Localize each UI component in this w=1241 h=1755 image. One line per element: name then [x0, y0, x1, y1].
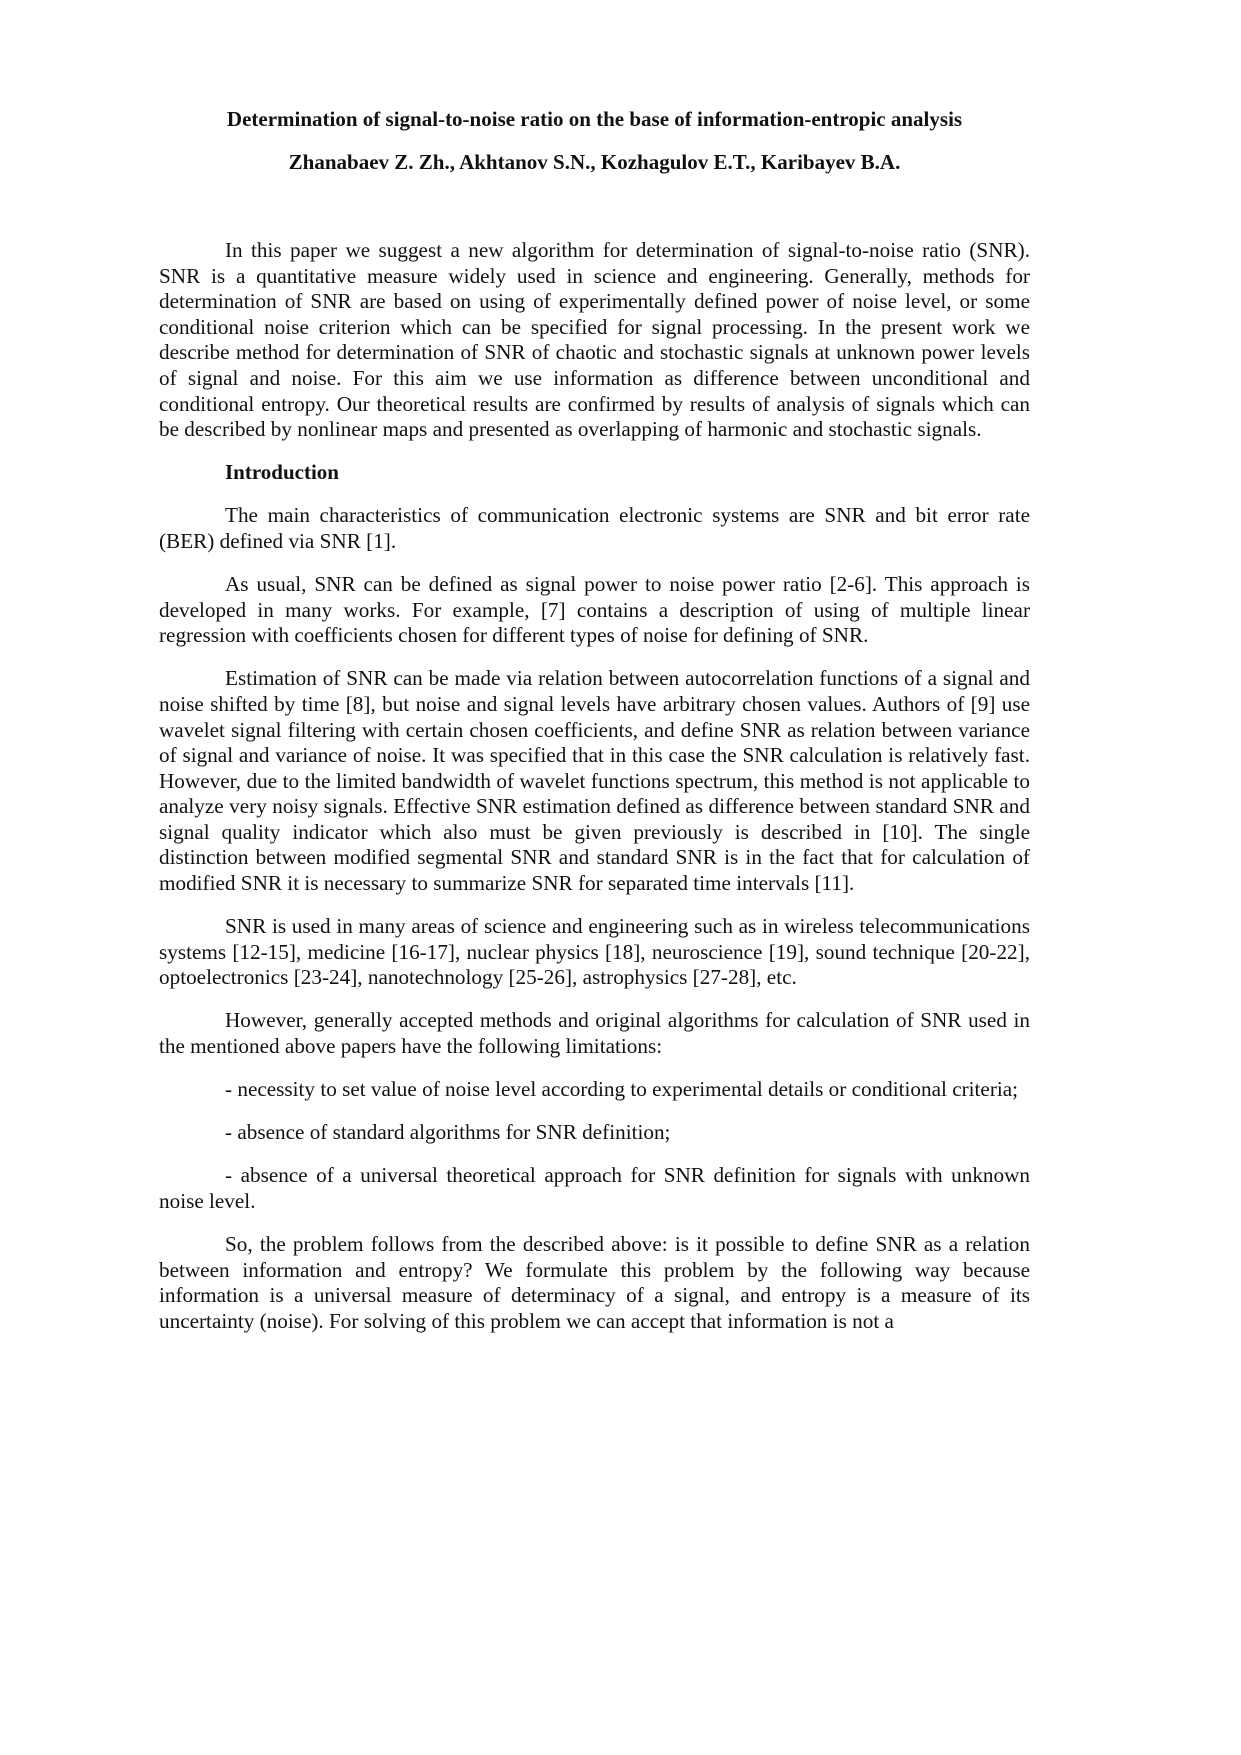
body-paragraph: However, generally accepted methods and original algorithms for calculation of SNR used in the mentioned above papers have the following limitations: — [159, 1008, 1030, 1059]
body-paragraph: As usual, SNR can be defined as signal power to noise power ratio [2-6]. This approach is developed in many works. For example, [7] contains a description of using of multiple linear regression with coefficients chosen for different types of noise for defining of SNR. — [159, 572, 1030, 648]
body-paragraph: So, the problem follows from the described above: is it possible to define SNR as a relation between information and entropy? We formulate this problem by the following way because information is a universal measure of determinacy of a signal, and entropy is a measure of its uncertainty (noise). For solving of this problem we can accept that information is not a — [159, 1232, 1030, 1333]
body-paragraph: SNR is used in many areas of science and engineering such as in wireless telecommunications systems [12-15], medicine [16-17], nuclear physics [18], neuroscience [19], sound technique [20-22], optoelectronics [23-24], nanotechnology [25-26], astrophysics [27-28], etc. — [159, 914, 1030, 990]
paper-authors: Zhanabaev Z. Zh., Akhtanov S.N., Kozhagulov E.T., Karibayev B.A. — [288, 150, 901, 174]
limitation-list-item: - absence of a universal theoretical approach for SNR definition for signals with unknown noise level. — [159, 1163, 1030, 1213]
paper-body — [159, 238, 1030, 1352]
paper-title: Determination of signal-to-noise ratio on the base of information-entropic analysis — [226, 107, 963, 131]
limitation-list-item: - necessity to set value of noise level according to experimental details or conditional criteria; — [225, 1077, 1019, 1102]
section-heading-introduction: Introduction — [225, 460, 339, 485]
limitation-list-item: - absence of standard algorithms for SNR definition; — [225, 1120, 671, 1145]
body-paragraph: Estimation of SNR can be made via relation between autocorrelation functions of a signal and noise shifted by time [8], but noise and signal levels have arbitrary chosen values. Authors of [9] use wavelet signal filtering with certain chosen coefficients, and define SNR as relation between variance of signal and variance of noise. It was specified that in this case the SNR calculation is relatively fast. However, due to the limited bandwidth of wavelet functions spectrum, this method is not applicable to analyze very noisy signals. Effective SNR estimation defined as difference between standard SNR and signal quality indicator which also must be given previously is described in [10]. The single distinction between modified segmental SNR and standard SNR is in the fact that for calculation of modified SNR it is necessary to summarize SNR for separated time intervals [11]. — [159, 666, 1030, 896]
body-paragraph: The main characteristics of communication electronic systems are SNR and bit error rate (BER) defined via SNR [1]. — [159, 503, 1030, 553]
abstract-paragraph: In this paper we suggest a new algorithm for determination of signal-to-noise ratio (SNR). SNR is a quantitative measure widely used in science and engineering. Generally, methods for determination of SNR are based on using of experimentally defined power of noise level, or some conditional noise criterion which can be specified for signal processing. In the present work we describe method for determination of SNR of chaotic and stochastic signals at unknown power levels of signal and noise. For this aim we use information as difference between unconditional and conditional entropy. Our theoretical results are confirmed by results of analysis of signals which can be described by nonlinear maps and presented as overlapping of harmonic and stochastic signals. — [159, 238, 1030, 442]
